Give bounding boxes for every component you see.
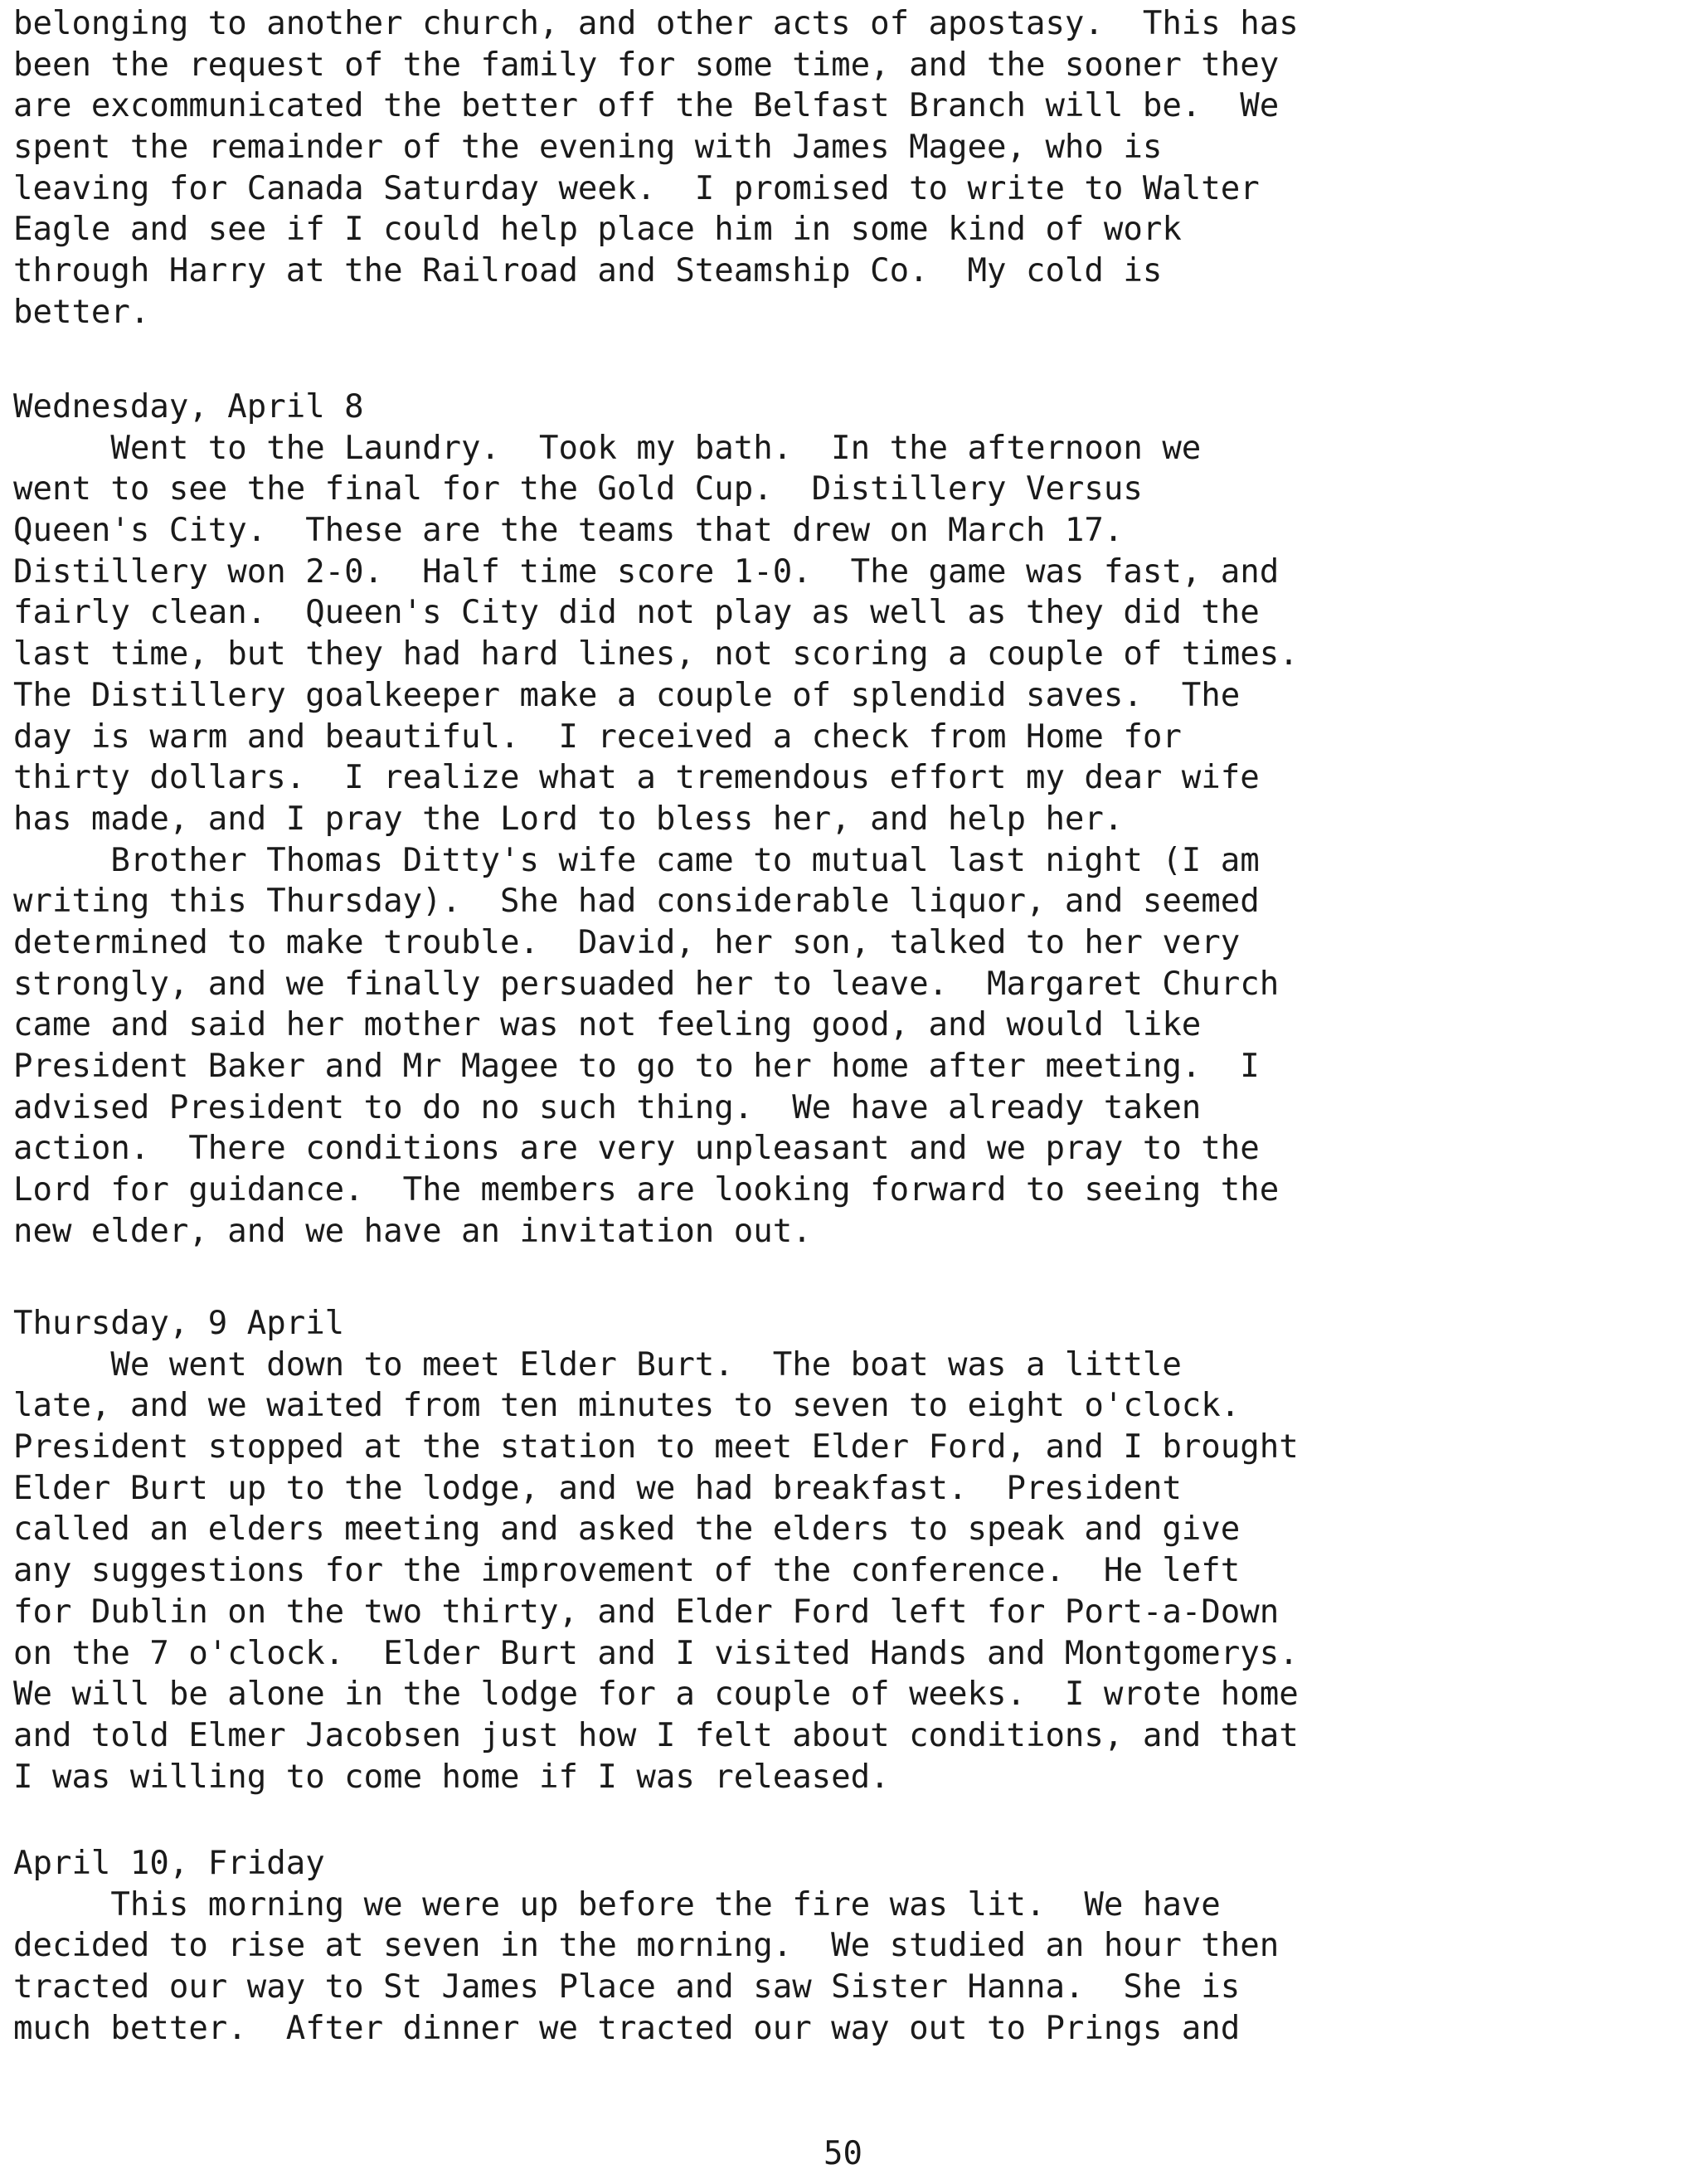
text-line: President stopped at the station to meet Elder Ford, and I brought — [13, 1428, 1299, 1467]
text-line: writing this Thursday). She had considerable liquor, and seemed — [13, 883, 1260, 921]
text-line: I was willing to come home if I was released. — [13, 1758, 890, 1796]
text-line: We will be alone in the lodge for a couple of weeks. I wrote home — [13, 1676, 1299, 1714]
text-line: has made, and I pray the Lord to bless her, and help her. — [13, 800, 1124, 838]
entry-date-heading: Thursday, 9 April — [13, 1305, 345, 1342]
text-line: day is warm and beautiful. I received a check from Home for — [13, 717, 1182, 756]
text-line: advised President to do no such thing. We have already taken — [13, 1088, 1202, 1126]
text-line: strongly, and we finally persuaded her to leave. Margaret Church — [13, 965, 1280, 1003]
text-line: any suggestions for the improvement of the conference. He left — [13, 1552, 1241, 1590]
text-line: We went down to meet Elder Burt. The boat was a little — [13, 1345, 1182, 1384]
diary-entry-april-10 — [13, 1843, 1672, 2049]
text-line: Queen's City. These are the teams that drew on March 17. — [13, 512, 1124, 550]
text-line: determined to make trouble. David, her son, talked to her very — [13, 923, 1241, 961]
text-line: for Dublin on the two thirty, and Elder Ford left for Port-a-Down — [13, 1593, 1280, 1631]
text-line: Elder Burt up to the lodge, and we had breakfast. President — [13, 1469, 1182, 1507]
diary-entry-april-9 — [13, 1303, 1672, 1797]
text-line: on the 7 o'clock. Elder Burt and I visited Hands and Montgomerys. — [13, 1634, 1299, 1672]
entry-date-heading: Wednesday, April 8 — [13, 388, 364, 426]
text-line: Brother Thomas Ditty's wife came to mutual last night (I am — [13, 841, 1260, 879]
entry-date-heading: April 10, Friday — [13, 1845, 325, 1882]
text-line: This morning we were up before the fire was lit. We have — [13, 1885, 1221, 1924]
text-line: better. — [13, 293, 150, 331]
text-line: called an elders meeting and asked the elders to speak and give — [13, 1510, 1241, 1549]
text-line: late, and we waited from ten minutes to seven to eight o'clock. — [13, 1387, 1241, 1425]
text-line: last time, but they had hard lines, not scoring a couple of times. — [13, 635, 1299, 674]
text-line: thirty dollars. I realize what a tremendous effort my dear wife — [13, 759, 1260, 797]
text-line: spent the remainder of the evening with James Magee, who is — [13, 129, 1163, 167]
text-line: new elder, and we have an invitation out. — [13, 1212, 812, 1250]
text-line: action. There conditions are very unpleasant and we pray to the — [13, 1130, 1260, 1168]
text-line: been the request of the family for some time, and the sooner they — [13, 46, 1280, 84]
text-line: much better. After dinner we tracted our way out to Prings and — [13, 2009, 1241, 2047]
text-line: through Harry at the Railroad and Steamship Co. My cold is — [13, 252, 1163, 290]
text-line: Went to the Laundry. Took my bath. In the afternoon we — [13, 429, 1202, 467]
text-line: are excommunicated the better off the Belfast Branch will be. We — [13, 87, 1280, 125]
text-line: Lord for guidance. The members are looking forward to seeing the — [13, 1171, 1280, 1209]
text-line: and told Elmer Jacobsen just how I felt about conditions, and that — [13, 1716, 1299, 1754]
text-line: Distillery won 2-0. Half time score 1-0. The game was fast, and — [13, 552, 1280, 591]
diary-entry-april-8 — [13, 387, 1672, 1252]
text-line: The Distillery goalkeeper make a couple of splendid saves. The — [13, 676, 1241, 714]
page-number: 50 — [824, 2135, 862, 2172]
text-line: leaving for Canada Saturday week. I promised to write to Walter — [13, 169, 1260, 207]
continuation-paragraph — [13, 3, 1672, 333]
text-line: belonging to another church, and other acts of apostasy. This has — [13, 5, 1299, 42]
text-line: Eagle and see if I could help place him in some kind of work — [13, 211, 1182, 249]
text-line: tracted our way to St James Place and saw Sister Hanna. She is — [13, 1968, 1241, 2006]
text-line: President Baker and Mr Magee to go to her home after meeting. I — [13, 1048, 1260, 1085]
text-line: went to see the final for the Gold Cup. Distillery Versus — [13, 470, 1143, 508]
text-line: fairly clean. Queen's City did not play as well as they did the — [13, 594, 1260, 632]
text-line: came and said her mother was not feeling good, and would like — [13, 1006, 1202, 1044]
text-line: decided to rise at seven in the morning. We studied an hour then — [13, 1927, 1280, 1965]
